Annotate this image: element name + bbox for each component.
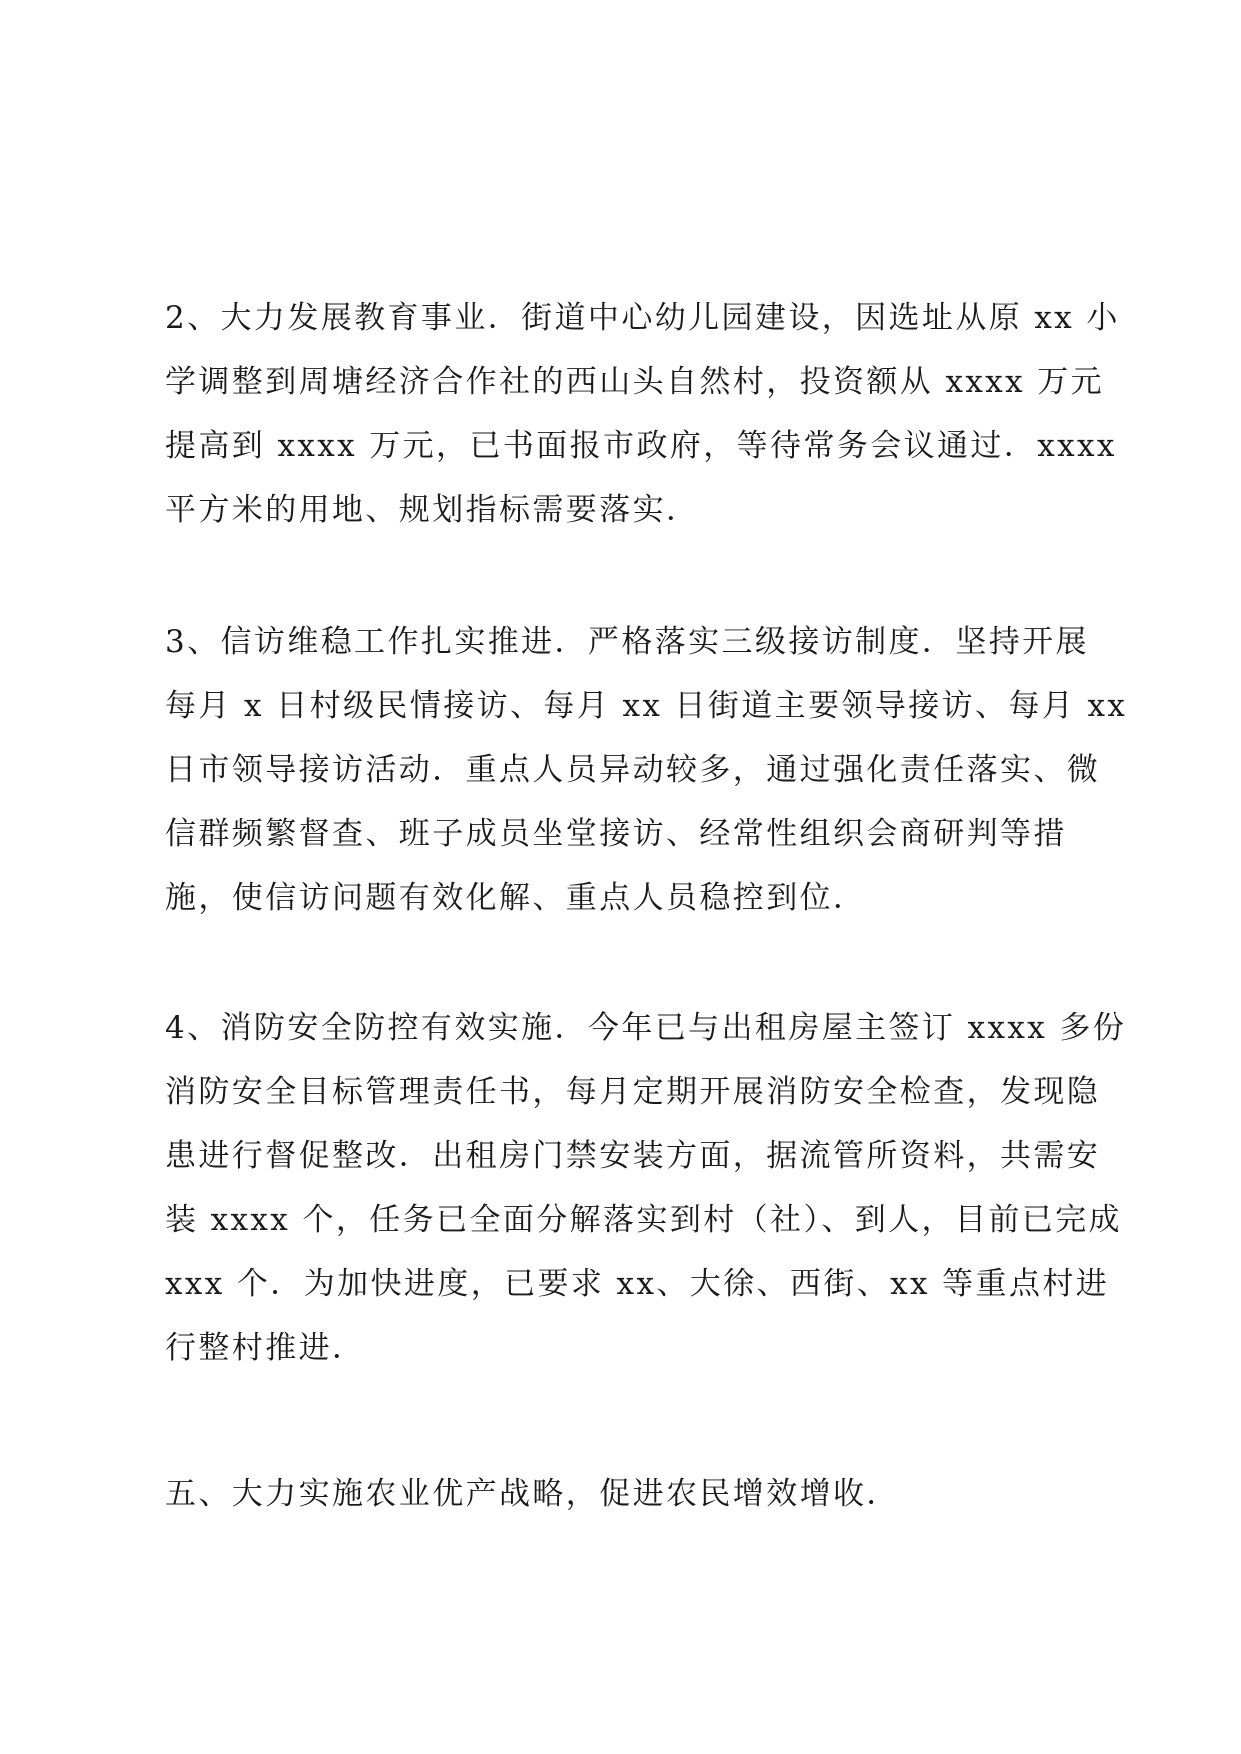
paragraph-education xyxy=(165,286,1120,542)
paragraph-line: 施，使信访问题有效化解、重点人员稳控到位． xyxy=(165,880,867,916)
paragraph-line: 信群频繁督查、班子成员坐堂接访、经常性组织会商研判等措 xyxy=(165,816,1067,852)
section-heading-agriculture xyxy=(165,1462,1095,1526)
paragraph-line: xxx 个．为加快进度，已要求 xx、大徐、西街、xx 等重点村进 xyxy=(165,1266,1110,1302)
paragraph-line: 装 xxxx 个，任务已全面分解落实到村（社）、到人，目前已完成 xyxy=(165,1202,1122,1238)
paragraph-line: 2、大力发展教育事业．街道中心幼儿园建设，因选址从原 xx 小 xyxy=(165,300,1120,336)
paragraph-line: 行整村推进． xyxy=(165,1330,366,1366)
paragraph-line: 4、消防安全防控有效实施．今年已与出租房屋主签订 xxxx 多份 xyxy=(165,1010,1127,1046)
paragraph-petition-stability xyxy=(165,610,1128,930)
section-heading: 五、大力实施农业优产战略，促进农民增效增收． xyxy=(165,1476,900,1512)
paragraph-line: 提高到 xxxx 万元，已书面报市政府，等待常务会议通过．xxxx xyxy=(165,428,1117,464)
paragraph-line: 每月 x 日村级民情接访、每月 xx 日街道主要领导接访、每月 xx xyxy=(165,688,1128,724)
paragraph-line: 消防安全目标管理责任书，每月定期开展消防安全检查，发现隐 xyxy=(165,1074,1101,1110)
paragraph-line: 平方米的用地、规划指标需要落实． xyxy=(165,492,700,528)
paragraph-fire-safety xyxy=(165,996,1127,1380)
paragraph-line: 日市领导接访活动．重点人员异动较多，通过强化责任落实、微 xyxy=(165,752,1101,788)
paragraph-line: 患进行督促整改．出租房门禁安装方面，据流管所资料，共需安 xyxy=(165,1138,1101,1174)
paragraph-line: 学调整到周塘经济合作社的西山头自然村，投资额从 xxxx 万元 xyxy=(165,364,1105,400)
paragraph-line: 3、信访维稳工作扎实推进．严格落实三级接访制度．坚持开展 xyxy=(165,624,1089,660)
